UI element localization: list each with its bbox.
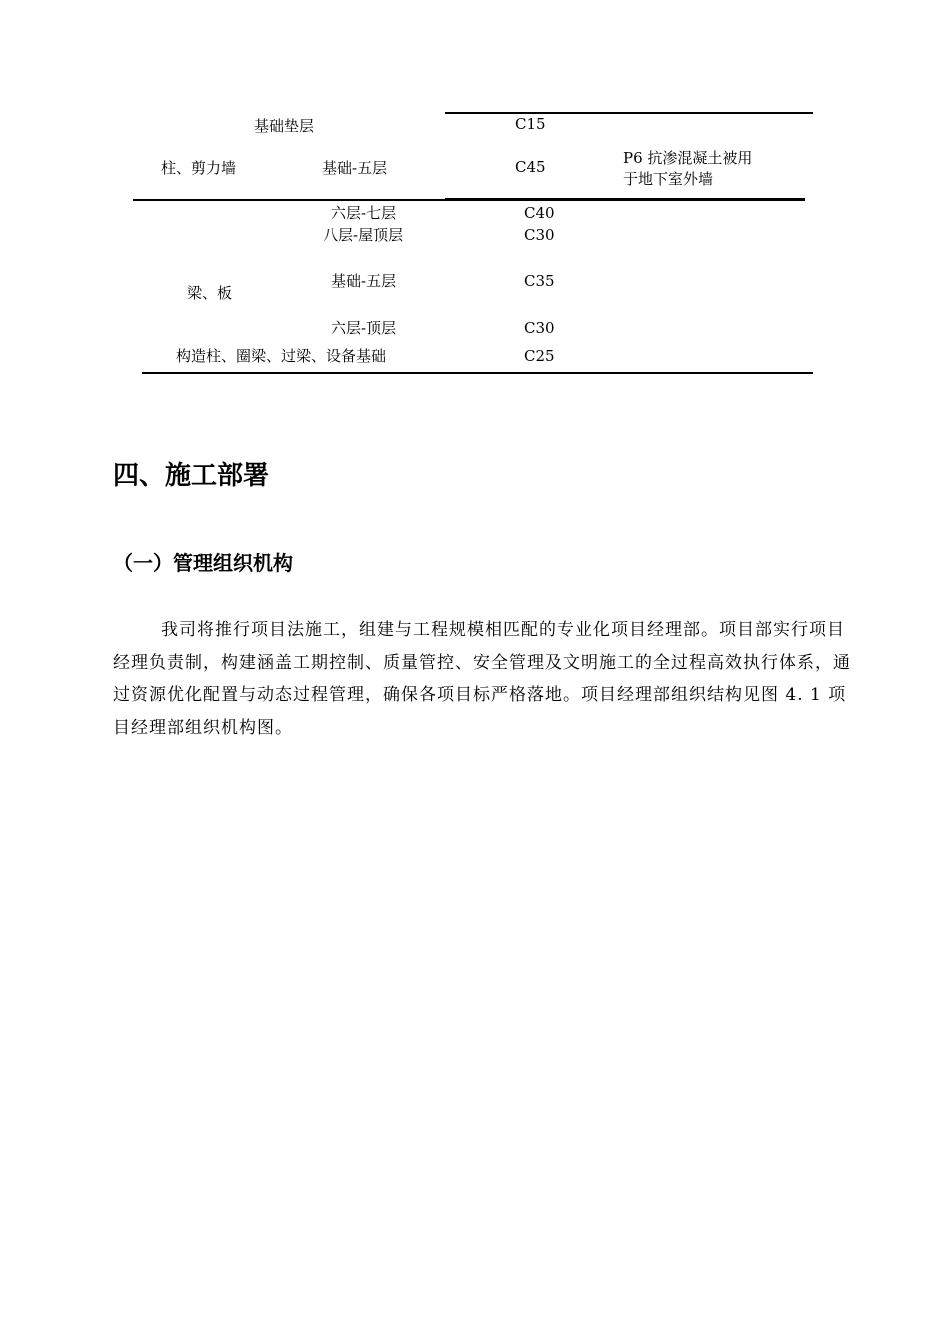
table-rule-mid-left	[133, 199, 805, 201]
table-cell-grade: C25	[524, 347, 555, 365]
table-cell-part: 柱、剪力墙	[161, 159, 237, 177]
table-cell-range: 六层-顶层	[331, 319, 397, 337]
table-cell-range: 基础-五层	[331, 272, 397, 290]
table-cell-grade: C30	[524, 319, 555, 337]
table-cell-grade: C35	[524, 272, 555, 290]
section-heading: 四、施工部署	[113, 461, 270, 491]
table-cell-part: 梁、板	[187, 284, 233, 302]
table-cell-grade: C30	[524, 226, 555, 244]
table-cell-range: 六层-七层	[331, 204, 397, 222]
table-cell-note: 于地下室外墙	[623, 170, 714, 188]
body-paragraph: 我司将推行项目法施工，组建与工程规模相匹配的专业化项目经理部。项目部实行项目经理负责制，构建涵盖工期控制、质量管控、安全管理及文明施工的全过程高效执行体系，通过资源优化配置与动态过程管理，确保各项目标严格落地。项目经理部组织结构见图 4. 1 项目经理部组织机构图。	[113, 620, 851, 738]
table-cell-grade: C15	[515, 115, 546, 133]
table-cell-grade: C40	[524, 204, 555, 222]
subsection-heading: （一）管理组织机构	[113, 551, 293, 575]
table-cell-note: P6 抗渗混凝土被用	[623, 149, 753, 167]
table-rule-bottom	[142, 372, 813, 374]
table-cell-grade: C45	[515, 158, 546, 176]
table-cell-range: 八层-屋顶层	[323, 226, 404, 244]
table-cell-part: 构造柱、圈梁、过梁、设备基础	[176, 347, 387, 365]
table-rule-top-right	[445, 112, 813, 114]
table-cell-range: 基础-五层	[322, 159, 388, 177]
table-cell-part: 基础垫层	[254, 117, 315, 135]
